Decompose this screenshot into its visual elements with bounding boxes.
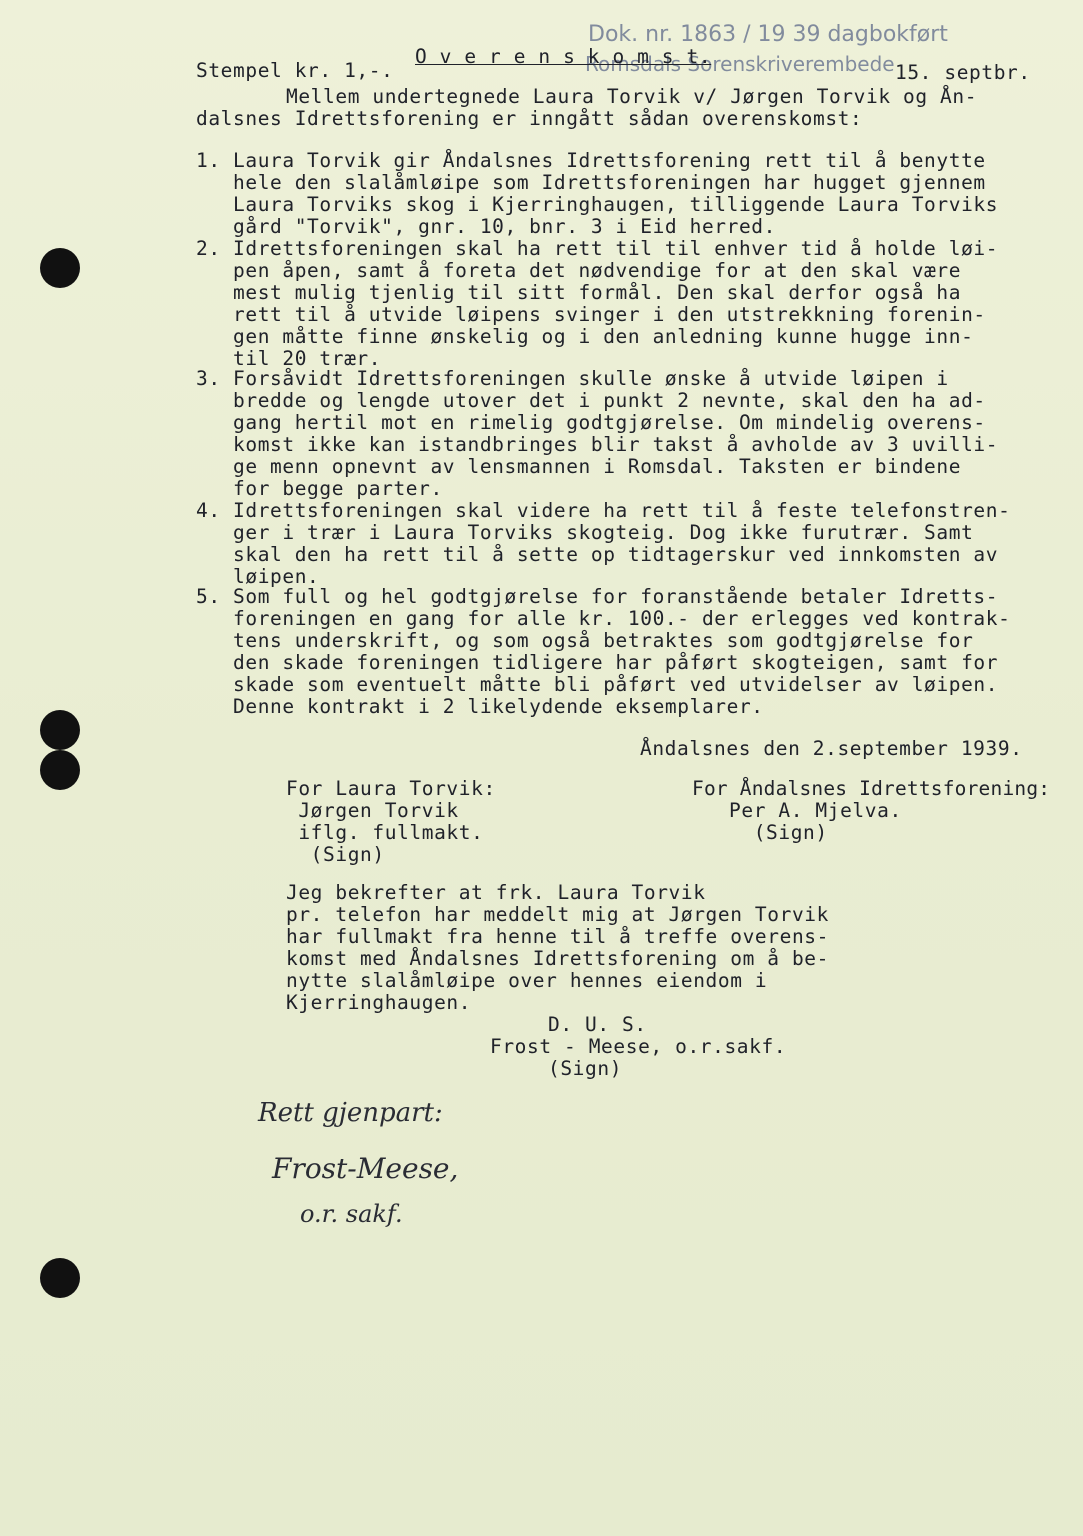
- punch-hole-2: [40, 710, 80, 750]
- clause-5-line-4: den skade foreningen tidligere har påført skogteigen, samt for: [196, 651, 999, 674]
- clause-2-line-2: pen åpen, samt å foreta det nødvendige for at den skal være: [196, 259, 962, 282]
- clause-2-line-1: 2. Idrettsforeningen skal ha rett til til enhver tid å holde løi-: [196, 237, 999, 260]
- confirm-line-4: komst med Åndalsnes Idrettsforening om å be-: [286, 947, 829, 970]
- clause-5-line-2: foreningen en gang for alle kr. 100.- der erlegges ved kontrak-: [196, 607, 1011, 630]
- sign-right-2: Per A. Mjelva.: [692, 799, 902, 822]
- place-date: Åndalsnes den 2.september 1939.: [640, 737, 1023, 760]
- clause-2-line-3: mest mulig tjenlig til sitt formål. Den skal derfor også ha: [196, 281, 962, 304]
- punch-hole-4: [40, 1258, 80, 1298]
- clause-2-line-6: til 20 trær.: [196, 347, 382, 370]
- clause-5-line-3: tens underskrift, og som også betraktes som godtgjørelse for: [196, 629, 974, 652]
- clause-4-line-3: skal den ha rett til å sette op tidtagerskur ved innkomsten av: [196, 543, 999, 566]
- clause-3-line-1: 3. Forsåvidt Idrettsforeningen skulle ønske å utvide løipen i: [196, 367, 949, 390]
- document-title: O v e r e n s k o m s t.: [415, 45, 712, 68]
- clause-2-line-4: rett til å utvide løipens svinger i den utstrekkning forenin-: [196, 303, 986, 326]
- clause-4-line-1: 4. Idrettsforeningen skal videre ha rett til å feste telefonstren-: [196, 499, 1011, 522]
- clause-5-line-5: skade som eventuelt måtte bli påført ved utvidelser av løipen.: [196, 673, 999, 696]
- punch-hole-3: [40, 750, 80, 790]
- header-date: 15. septbr.: [895, 61, 1031, 84]
- confirm-line-6: Kjerringhaugen.: [286, 991, 472, 1014]
- sign-left-2: Jørgen Torvik: [286, 799, 459, 822]
- sign-left-1: For Laura Torvik:: [286, 777, 496, 800]
- sign-right-3: (Sign): [692, 821, 828, 844]
- handwritten-line-2: Frost-Meese,: [272, 1152, 459, 1185]
- punch-hole-1: [40, 248, 80, 288]
- intro-line-1: Mellem undertegnede Laura Torvik v/ Jørgen Torvik og Ån-: [286, 85, 978, 108]
- clause-4-line-4: løipen.: [196, 565, 320, 588]
- clause-2-line-5: gen måtte finne ønskelig og i den anledning kunne hugge inn-: [196, 325, 974, 348]
- clause-4-line-2: ger i trær i Laura Torviks skogteig. Dog ikke furutrær. Samt: [196, 521, 974, 544]
- dus-line-2: Frost - Meese, o.r.sakf.: [490, 1035, 787, 1058]
- confirm-line-5: nytte slalåmløipe over hennes eiendom i: [286, 969, 768, 992]
- stempel-label: Stempel kr. 1,-.: [196, 59, 394, 82]
- clause-3-line-5: ge menn opnevnt av lensmannen i Romsdal. Taksten er bindene: [196, 455, 962, 478]
- handwritten-line-1: Rett gjenpart:: [258, 1098, 443, 1128]
- sign-left-3: iflg. fullmakt.: [286, 821, 484, 844]
- clause-1-line-4: gård "Torvik", gnr. 10, bnr. 3 i Eid herred.: [196, 215, 776, 238]
- clause-3-line-2: bredde og lengde utover det i punkt 2 nevnte, skal den ha ad-: [196, 389, 986, 412]
- clause-3-line-6: for begge parter.: [196, 477, 443, 500]
- intro-line-2: dalsnes Idrettsforening er inngått sådan overenskomst:: [196, 107, 863, 130]
- clause-5-line-6: Denne kontrakt i 2 likelydende eksemplarer.: [196, 695, 764, 718]
- confirm-line-2: pr. telefon har meddelt mig at Jørgen Torvik: [286, 903, 829, 926]
- clause-5-line-1: 5. Som full og hel godtgjørelse for foranstående betaler Idretts-: [196, 585, 999, 608]
- sign-left-4: (Sign): [286, 843, 385, 866]
- dus-line-3: (Sign): [548, 1057, 623, 1080]
- sign-right-1: For Åndalsnes Idrettsforening:: [692, 777, 1051, 800]
- clause-3-line-4: komst ikke kan istandbringes blir takst å avholde av 3 uvilli-: [196, 433, 999, 456]
- registration-stamp-office: Romsdals Sorenskriverembede: [585, 52, 895, 76]
- dus-line-1: D. U. S.: [548, 1013, 647, 1036]
- clause-1-line-3: Laura Torviks skog i Kjerringhaugen, tilliggende Laura Torviks: [196, 193, 999, 216]
- clause-1-line-2: hele den slalåmløipe som Idrettsforeningen har hugget gjennem: [196, 171, 986, 194]
- confirm-line-1: Jeg bekrefter at frk. Laura Torvik: [286, 881, 706, 904]
- confirm-line-3: har fullmakt fra henne til å treffe overens-: [286, 925, 829, 948]
- clause-1-line-1: 1. Laura Torvik gir Åndalsnes Idrettsforening rett til å benytte: [196, 149, 986, 172]
- handwritten-line-3: o.r. sakf.: [300, 1200, 403, 1228]
- registration-stamp-number: Dok. nr. 1863 / 19 39 dagbokført: [588, 22, 948, 47]
- clause-3-line-3: gang hertil mot en rimelig godtgjørelse. Om mindelig overens-: [196, 411, 986, 434]
